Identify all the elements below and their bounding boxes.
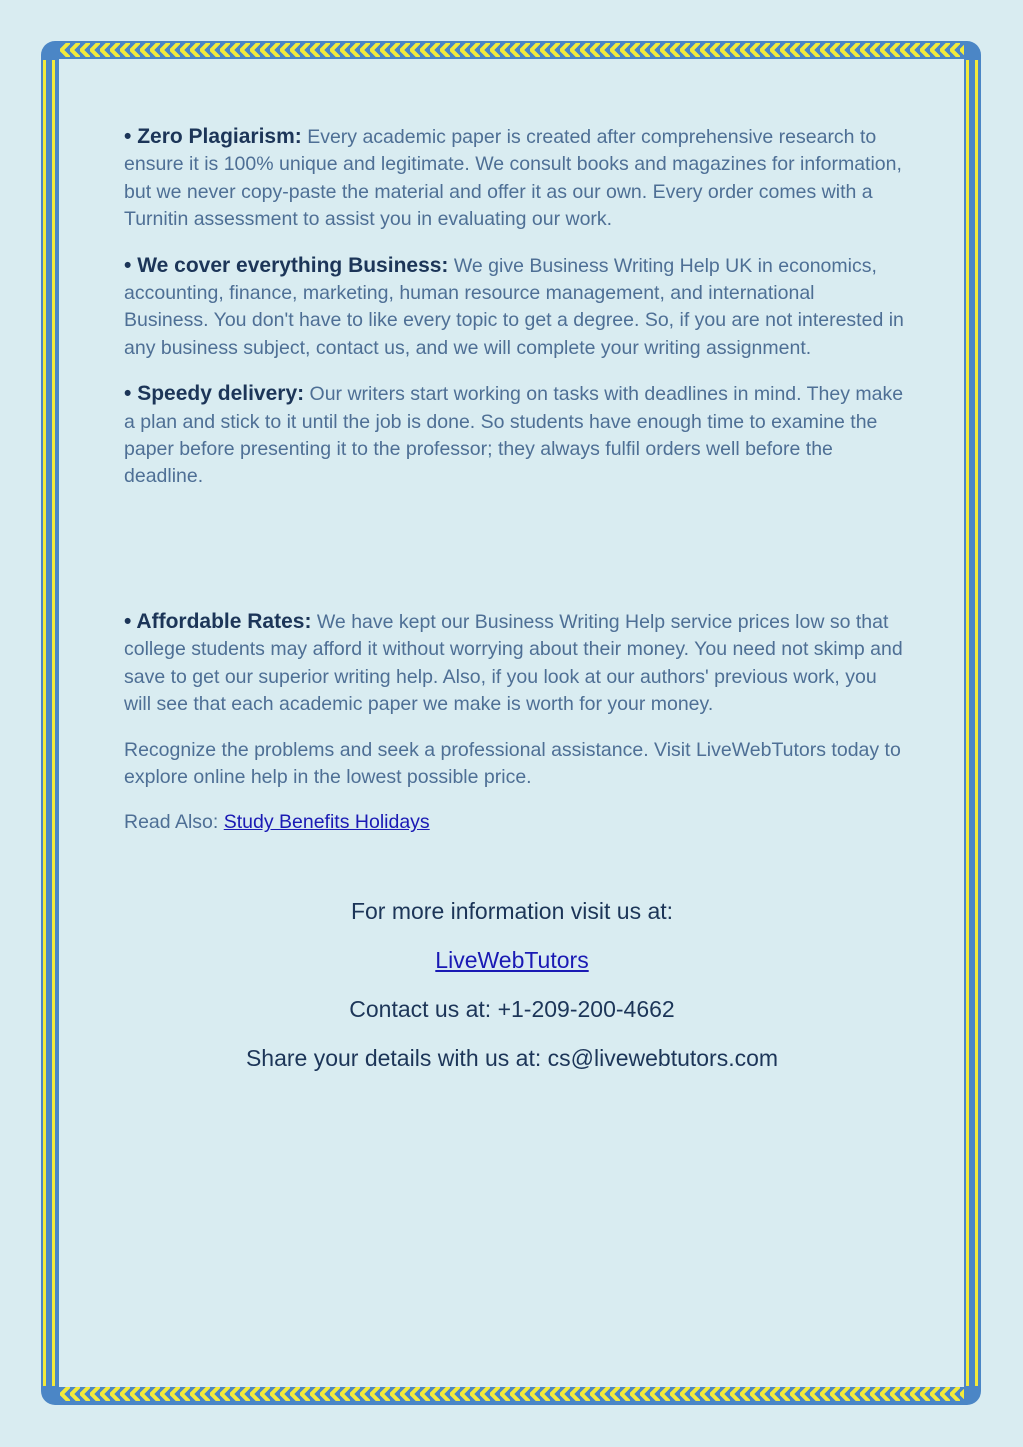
feature-paragraph-speedy-delivery <box>124 380 904 491</box>
more-info-text: For more information visit us at: <box>350 898 674 924</box>
border-pattern-bottom <box>60 1387 964 1401</box>
site-link-wrapper <box>124 947 900 974</box>
feature-title: • Affordable Rates: <box>124 609 312 633</box>
feature-paragraph-zero-plagiarism <box>124 123 904 234</box>
closing-paragraph: Recognize the problems and seek a professional assistance. Visit LiveWebTutors today to explore online help in the lowest possible price. <box>124 738 901 788</box>
read-also-link[interactable]: Study Benefits Holidays <box>223 811 430 834</box>
border-pattern-left <box>43 60 57 1386</box>
feature-text: We have kept our Business Writing Help service prices low so that college students may afford it without worrying about their money. You need not skimp and save to get our superior writing help. Also, if you look at our authors' previous work, you will see that each academic paper we make is worth for your money. <box>124 610 903 716</box>
feature-text: Every academic paper is created after comprehensive research to ensure it is 100% unique and legitimate. We consult books and magazines for information, but we never copy-paste the material and offer it as our own. Every order comes with a Turnitin assessment to assist you in evaluating our work. <box>124 126 902 231</box>
border-pattern-top <box>60 43 964 57</box>
site-link[interactable]: LiveWebTutors <box>435 947 589 973</box>
border-pattern-right <box>966 60 980 1386</box>
feature-title: • We cover everything Business: <box>124 253 449 277</box>
read-also-prefix: Read Also: <box>124 811 219 834</box>
document-body <box>124 123 904 855</box>
read-also-line <box>124 809 904 836</box>
feature-paragraph-business <box>124 252 904 363</box>
feature-paragraph-affordable-rates <box>124 608 904 719</box>
feature-text: Our writers start working on tasks with deadlines in mind. They make a plan and stick to it until the job is done. So students have enough time to examine the paper before presenting it to the professor; they always fulfil orders well before the deadline. <box>124 383 904 488</box>
feature-text: We give Business Writing Help UK in economics, accounting, finance, marketing, human resource management, and international Business. You don't have to like every topic to get a degree. So, if you are not interested in any business subject, contact us, and we will complete your writing assignment. <box>124 254 904 359</box>
feature-title: • Speedy delivery: <box>124 382 305 406</box>
contact-phone-text: Contact us at: +1-209-200-4662 <box>349 996 675 1022</box>
section-spacer <box>124 509 904 608</box>
contact-email-text: Share your details with us at: cs@livewebtutors.com <box>245 1045 779 1071</box>
feature-title: • Zero Plagiarism: <box>124 125 302 148</box>
